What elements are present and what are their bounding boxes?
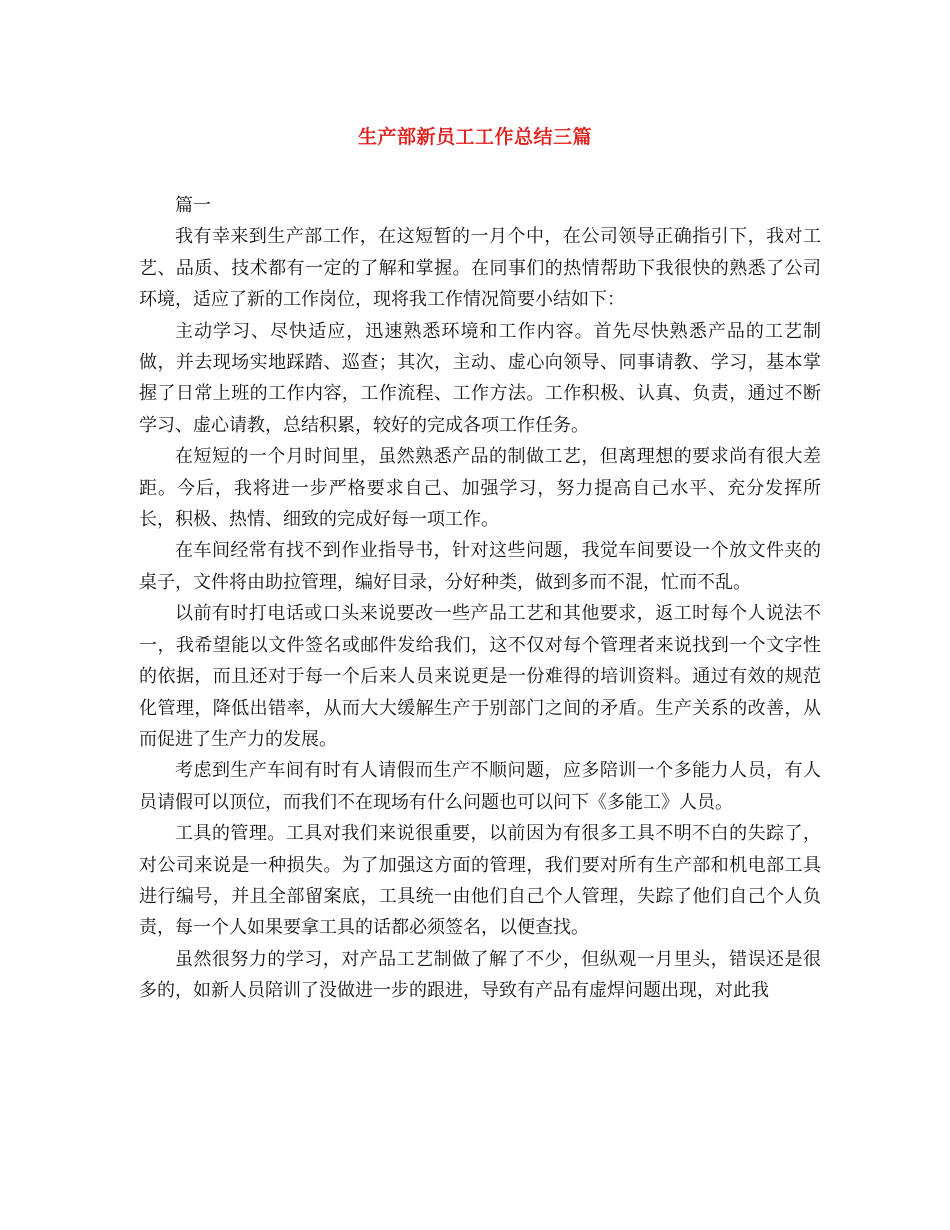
paragraph: 我有幸来到生产部工作，在这短暂的一月个中，在公司领导正确指引下，我对工艺、品质、技术都有一定的了解和掌握。在同事们的热情帮助下我很快的熟悉了公司环境，适应了新的工作岗位，现将我工作情况简要小结如下： bbox=[139, 226, 821, 311]
paragraph: 在短短的一个月时间里，虽然熟悉产品的制做工艺，但离理想的要求尚有很大差距。今后，我将进一步严格要求自己、加强学习，努力提高自己水平、充分发挥所长，积极、热情、细致的完成好每一项工作。 bbox=[139, 446, 821, 531]
paragraph: 工具的管理。工具对我们来说很重要，以前因为有很多工具不明不白的失踪了，对公司来说是一种损失。为了加强这方面的管理，我们要对所有生产部和机电部工具进行编号，并且全部留案底，工具统一由他们自己个人管理，失踪了他们自己个人负责，每一个人如果要拿工具的话都必须签名，以便查找。 bbox=[139, 823, 821, 939]
paragraph: 主动学习、尽快适应，迅速熟悉环境和工作内容。首先尽快熟悉产品的工艺制做，并去现场实地踩踏、巡查；其次，主动、虚心向领导、同事请教、学习，基本掌握了日常上班的工作内容，工作流程、工作方法。工作积极、认真、负责，通过不断学习、虚心请教，总结积累，较好的完成各项工作任务。 bbox=[139, 320, 821, 436]
paragraph: 虽然很努力的学习，对产品工艺制做了解了不少，但纵观一月里头，错误还是很多的，如新人员陪训了没做进一步的跟进，导致有产品有虚焊问题出现，对此我 bbox=[139, 948, 821, 1002]
paragraph: 以前有时打电话或口头来说要改一些产品工艺和其他要求，返工时每个人说法不一，我希望能以文件签名或邮件发给我们，这不仅对每个管理者来说找到一个文字性的依据，而且还对于每一个后来人员来说更是一份难得的培训资料。通过有效的规范化管理，降低出错率，从而大大缓解生产于别部门之间的矛盾。生产关系的改善，从而促进了生产力的发展。 bbox=[139, 603, 821, 750]
document-title: 生产部新员工工作总结三篇 bbox=[357, 126, 592, 148]
paragraph: 考虑到生产车间有时有人请假而生产不顺问题，应多陪训一个多能力人员，有人员请假可以顶位，而我们不在现场有什么问题也可以问下《多能工》人员。 bbox=[139, 760, 821, 813]
paragraph: 在车间经常有找不到作业指导书，针对这些问题，我觉车间要设一个放文件夹的桌子，文件将由助拉管理，编好目录，分好种类，做到多而不混，忙而不乱。 bbox=[139, 540, 821, 593]
section-label: 篇一 bbox=[175, 195, 211, 216]
document-body bbox=[139, 190, 821, 1007]
